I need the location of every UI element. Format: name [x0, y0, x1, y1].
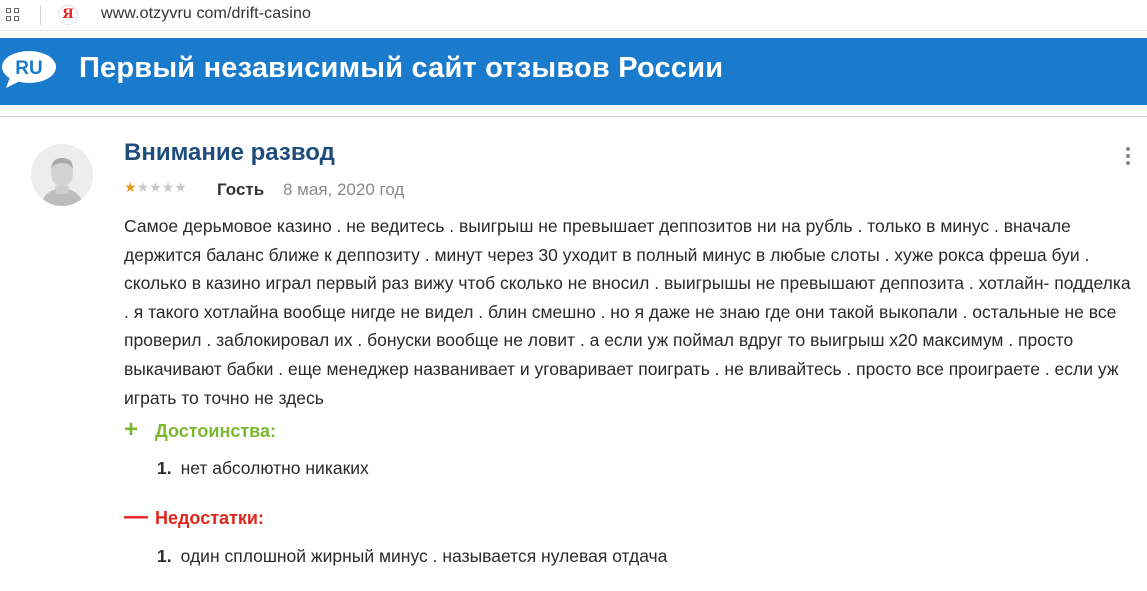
cons-item-number: 1.	[157, 546, 172, 566]
header-divider	[0, 116, 1147, 117]
url-field[interactable]: www.otzyvru com/drift-casino	[101, 5, 311, 22]
review-author: Гость	[217, 180, 265, 199]
grid-icon[interactable]	[6, 8, 20, 22]
star-icon: ★	[124, 180, 137, 196]
ru-logo-text: RU	[15, 58, 43, 79]
user-avatar	[31, 144, 93, 206]
yandex-icon: Я	[58, 5, 78, 25]
site-title[interactable]: Первый независимый сайт отзывов России	[79, 52, 724, 84]
address-bar	[0, 0, 1147, 31]
kebab-menu-icon[interactable]	[1124, 147, 1132, 167]
star-icon: ★	[174, 180, 187, 196]
star-icon: ★	[136, 180, 150, 196]
pros-item-number: 1.	[157, 458, 172, 478]
pros-item-text: нет абсолютно никаких	[180, 458, 369, 478]
cons-list-item	[157, 546, 667, 567]
cons-label: Недостатки:	[155, 508, 264, 528]
star-icon: ★	[161, 180, 175, 196]
review-title[interactable]: Внимание развод	[124, 139, 335, 166]
minus-icon: —	[124, 503, 148, 530]
cons-item-text: один сплошной жирный минус . называется нулевая отдача	[180, 546, 668, 566]
rating-stars	[124, 180, 187, 196]
ru-speech-bubble-logo[interactable]	[0, 48, 64, 90]
site-header-banner	[0, 38, 1147, 105]
toolbar-divider	[40, 5, 41, 25]
plus-icon: +	[124, 416, 139, 443]
review-body: Самое дерьмовое казино . не ведитесь . выигрыш не превышает деппозитов ни на рубль . только в минус . вначале держится баланс ближе к деппозиту . минут через 30 уходит в полный минус в любые слоты . хуже рокса фреша буи . сколько в казино играл первый раз вижу чтоб сколько не вносил . выигрышы не превышают деппозита . хотлайн- подделка . я такого хотлайна вообще нигде не видел . блин смешно . но я даже не знаю где они такой выкопали . остальные не все проверил . заблокировал их . бонуски вообще не ловит . а если уж поймал вдруг то выигрыш х20 максимум . просто выкачивают бабки . еще менеджер названивает и уговаривает поиграть . не вливайтесь . просто все проиграете . если уж играть то точно не здесь	[124, 216, 1131, 408]
star-icon: ★	[149, 180, 162, 196]
review-date: 8 мая, 2020 год	[283, 180, 405, 199]
pros-label: Достоинства:	[155, 421, 276, 441]
pros-list-item	[157, 458, 369, 479]
